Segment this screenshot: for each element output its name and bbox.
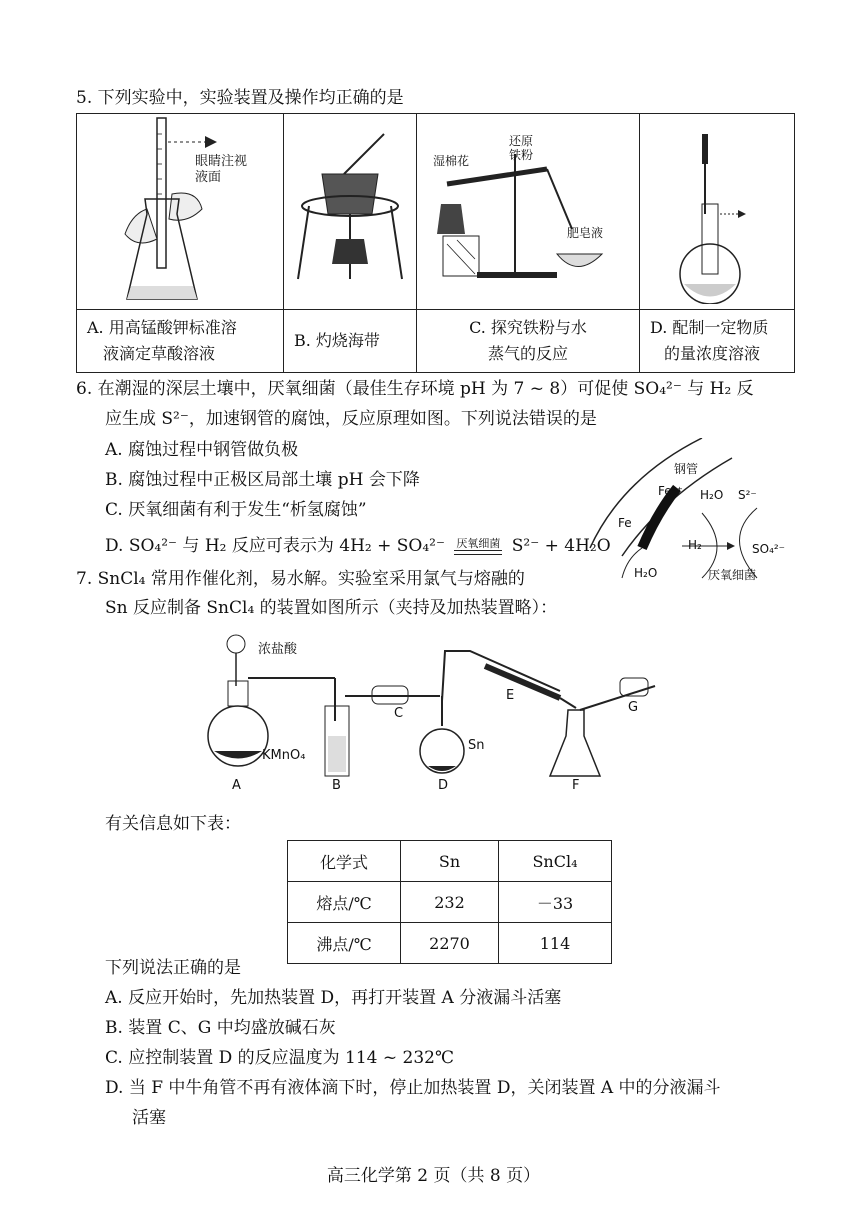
q7-apparatus-figure (200, 626, 670, 796)
q7-property-table (287, 840, 612, 964)
crucible-figure (284, 114, 416, 304)
label-e: E (506, 688, 515, 703)
table-header-row: 化学式 Sn SnCl₄ (288, 841, 612, 882)
volumetric-flask-figure (640, 114, 794, 304)
table-row: 沸点/℃ 2270 114 (288, 923, 612, 964)
q6-figure (582, 438, 792, 588)
label-g: G (628, 700, 639, 715)
q6-option-c: C. 厌氧细菌有利于发生“析氢腐蚀” (105, 500, 367, 520)
table-row: 熔点/℃ 232 －33 (288, 882, 612, 923)
h2o-bottom-label: H₂O (634, 566, 658, 580)
bacteria-label: 厌氧细菌 (708, 568, 757, 582)
label-c: C (394, 706, 404, 721)
q6-stem-line2: 应生成 S²⁻，加速钢管的腐蚀，反应原理如图。下列说法错误的是 (105, 409, 597, 429)
q6-stem-line1: 6. 在潮湿的深层土壤中，厌氧细菌（最佳生存环境 pH 为 7 ~ 8）可促使 SO₄²⁻ 与 H₂ 反 (76, 379, 754, 399)
q5-stem: 5. 下列实验中，实验装置及操作均正确的是 (76, 88, 404, 108)
q5-option-c: C. 探究铁粉与水 蒸气的反应 (417, 310, 640, 373)
q5-fig-a (77, 114, 284, 310)
q5-fig-c (417, 114, 640, 310)
label-b: B (332, 778, 341, 793)
label-a: A (232, 778, 241, 793)
hcl-label: 浓盐酸 (258, 642, 298, 657)
q7-ask: 下列说法正确的是 (105, 958, 241, 978)
h2-label: H₂ (688, 538, 702, 552)
q6-option-d: D. SO₄²⁻ 与 H₂ 反应可表示为 4H₂ + SO₄²⁻ 厌氧细菌 S²⁻ + 4H₂O (105, 536, 611, 556)
so4-label: SO₄²⁻ (752, 542, 786, 556)
s2-label: S²⁻ (738, 488, 757, 502)
q7-option-b: B. 装置 C、G 中均盛放碱石灰 (105, 1018, 336, 1038)
q7-stem-line2: Sn 反应制备 SnCl₄ 的装置如图所示（夹持及加热装置略）： (105, 598, 558, 618)
pipe-label: 钢管 (674, 462, 699, 476)
q5-option-b: B. 灼烧海带 (284, 310, 417, 373)
page-footer: 高三化学第 2 页（共 8 页） (326, 1166, 541, 1186)
fe-label: Fe (618, 516, 632, 530)
wet-cotton-label: 湿棉花 (433, 154, 470, 168)
q5-option-a: A. 用高锰酸钾标准溶 液滴定草酸溶液 (77, 310, 284, 373)
q7-option-c: C. 应控制装置 D 的反应温度为 114 ~ 232℃ (105, 1048, 455, 1068)
q5-fig-d (640, 114, 795, 310)
h2o-top-label: H₂O (700, 488, 724, 502)
sn-label: Sn (468, 738, 485, 753)
q7-info-intro: 有关信息如下表： (105, 814, 241, 834)
eye-label: 眼睛注视液面 (195, 154, 248, 185)
q7-option-d-line1: D. 当 F 中牛角管不再有液体滴下时，停止加热装置 D，关闭装置 A 中的分液漏斗 (105, 1078, 721, 1098)
label-d: D (438, 778, 449, 793)
q5-table (76, 113, 795, 373)
label-f: F (572, 778, 580, 793)
q7-option-a: A. 反应开始时，先加热装置 D，再打开装置 A 分液漏斗活塞 (105, 988, 562, 1008)
q6-option-b: B. 腐蚀过程中正极区局部土壤 pH 会下降 (105, 470, 420, 490)
titration-figure (77, 114, 283, 304)
reaction-arrow: 厌氧细菌 (454, 538, 502, 555)
q5-option-d: D. 配制一定物质 的量浓度溶液 (640, 310, 795, 373)
q7-stem-line1: 7. SnCl₄ 常用作催化剂，易水解。实验室采用氯气与熔融的 (76, 569, 525, 589)
fe2-label: Fe²⁺ (658, 484, 683, 498)
q6-option-a: A. 腐蚀过程中钢管做负极 (105, 440, 299, 460)
q5-fig-b (284, 114, 417, 310)
kmno4-label: KMnO₄ (262, 748, 306, 763)
q7-option-d-line2: 活塞 (132, 1108, 166, 1128)
iron-powder-label: 还原铁粉 (509, 134, 534, 162)
soap-solution-label: 肥皂液 (567, 226, 604, 240)
